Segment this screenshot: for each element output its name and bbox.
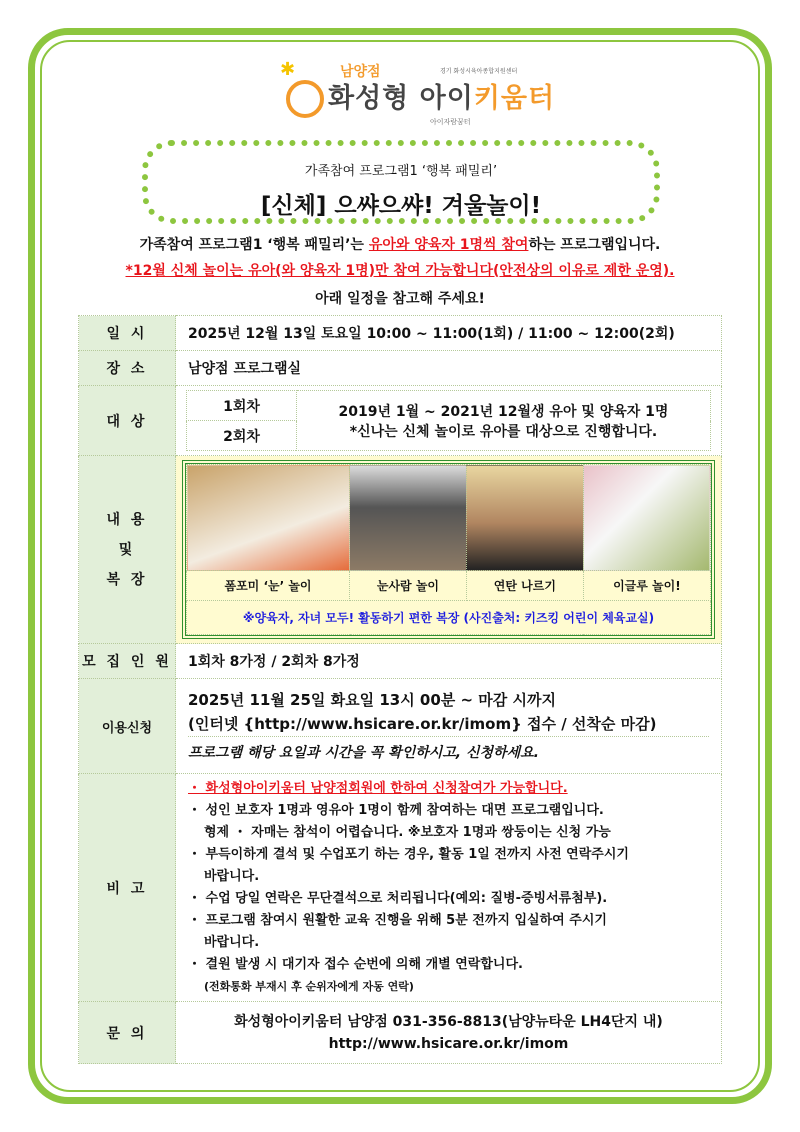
title-subtitle: 가족참여 프로그램1 ‘행복 패밀리’ (304, 164, 498, 179)
remark-item: 바랍니다. (204, 868, 260, 884)
label-content-2: 및 (118, 541, 136, 558)
activity-label: 폼포미 ‘눈’ 놀이 (187, 571, 350, 601)
target-desc (297, 391, 711, 451)
intro-line2: *12월 신체 놀이는 유아(와 양육자 1명)만 참여 가능합니다(안전상의 이유로 제한 운영). (125, 263, 675, 279)
row-recruit (79, 644, 722, 679)
value-date: 2025년 12월 13일 토요일 10:00 ~ 11:00(1회) / 11:00 ~ 12:00(2회) (176, 316, 722, 351)
remark-item: ・ 화성형아이키움터 남양점회원에 한하여 신청참여가 가능합니다. (188, 780, 568, 796)
session2: 2회차 (187, 421, 297, 451)
target-line1: 2019년 1월 ~ 2021년 12월생 유아 및 양육자 1명 (338, 403, 669, 420)
intro-line1 (0, 236, 800, 254)
title-box (142, 140, 660, 224)
apply-url: (인터넷 {http://www.hsicare.or.kr/imom} 접수 / 선착순 마감) (188, 714, 657, 733)
logo-name (328, 84, 555, 114)
value-recruit: 1회차 8가정 / 2회차 8가정 (176, 644, 722, 679)
row-target (79, 386, 722, 456)
star-icon: ✱ (280, 59, 296, 80)
intro-line3: 아래 일정을 참고해 주세요! (315, 291, 485, 307)
label-content (79, 456, 176, 644)
photo-pompom (187, 465, 350, 571)
remark-item: 바랍니다. (204, 934, 260, 950)
row-apply (79, 679, 722, 774)
logo-name-orange: 키움터 (473, 83, 556, 114)
logo-sub: 아이자람꿈터 (430, 118, 471, 126)
row-place (79, 351, 722, 386)
remark-item: ・ 부득이하게 결석 및 수업포기 하는 경우, 활동 1일 전까지 사전 연락주시기 (188, 846, 629, 862)
value-place: 남양점 프로그램실 (176, 351, 722, 386)
row-contact (79, 1002, 722, 1064)
photo-igloo (583, 465, 710, 571)
label-place: 장 소 (79, 351, 176, 386)
activity-label: 이글루 놀이! (583, 571, 710, 601)
row-remarks (79, 774, 722, 1002)
label-target: 대 상 (79, 386, 176, 456)
label-remarks: 비 고 (79, 774, 176, 1002)
logo-name-gray: 화성형 아이 (328, 83, 474, 114)
apply-note: 프로그램 해당 요일과 시간을 꼭 확인하시고, 신청하세요. (188, 736, 709, 765)
intro-highlight: 유아와 양육자 1명씩 참여 (368, 237, 529, 253)
remark-item: 형제 ・ 자매는 참석이 어렵습니다. ※보호자 1명과 쌍둥이는 신청 가능 (204, 824, 611, 840)
activity-label: 눈사람 놀이 (350, 571, 467, 601)
smiley-face-icon (286, 80, 324, 118)
remark-item: ・ 결원 발생 시 대기자 접수 순번에 의해 개별 연락합니다. (188, 956, 523, 972)
label-content-1: 내 용 (106, 511, 148, 528)
logo-branch: 남양점 (340, 64, 381, 80)
label-apply: 이용신청 (79, 679, 176, 774)
row-date (79, 316, 722, 351)
photo-snowman (350, 465, 467, 571)
title-main: [신체] 으쌰으쌰! 겨울놀이! (260, 193, 542, 219)
session1: 1회차 (187, 391, 297, 421)
intro-text-end: 하는 프로그램입니다. (528, 237, 661, 253)
logo (280, 60, 570, 132)
row-content (79, 456, 722, 644)
logo-org: 경기 화성시육아종합지원센터 (440, 68, 518, 75)
label-recruit: 모 집 인 원 (79, 644, 176, 679)
remark-item: ・ 성인 보호자 1명과 영유아 1명이 함께 참여하는 대면 프로그램입니다. (188, 802, 604, 818)
target-line2: *신나는 신체 놀이로 유아를 대상으로 진행합니다. (349, 423, 658, 440)
remark-item: ・ 수업 당일 연락은 무단결석으로 처리됩니다(예외: 질병-증빙서류첨부). (188, 890, 608, 906)
label-content-3: 복 장 (106, 571, 148, 588)
info-table (78, 315, 722, 1064)
activity-photos (182, 460, 715, 639)
remark-item: (전화통화 부재시 후 순위자에게 자동 연락) (204, 979, 414, 993)
apply-period: 2025년 11월 25일 화요일 13시 00분 ~ 마감 시까지 (188, 690, 556, 709)
contact-phone: 화성형아이키움터 남양점 031-356-8813(남양뉴타운 LH4단지 내) (234, 1013, 663, 1030)
activity-label: 연탄 나르기 (466, 571, 583, 601)
attire-note: ※양육자, 자녀 모두! 활동하기 편한 복장 (사진출처: 키즈킹 어린이 체육교실) (187, 601, 711, 635)
label-contact: 문 의 (79, 1002, 176, 1064)
photo-briquette (466, 465, 583, 571)
label-date: 일 시 (79, 316, 176, 351)
remark-item: ・ 프로그램 참여시 원활한 교육 진행을 위해 5분 전까지 입실하여 주시기 (188, 912, 607, 928)
intro-text: 가족참여 프로그램1 ‘행복 패밀리’는 (139, 237, 369, 253)
contact-url[interactable]: http://www.hsicare.or.kr/imom (328, 1035, 569, 1052)
